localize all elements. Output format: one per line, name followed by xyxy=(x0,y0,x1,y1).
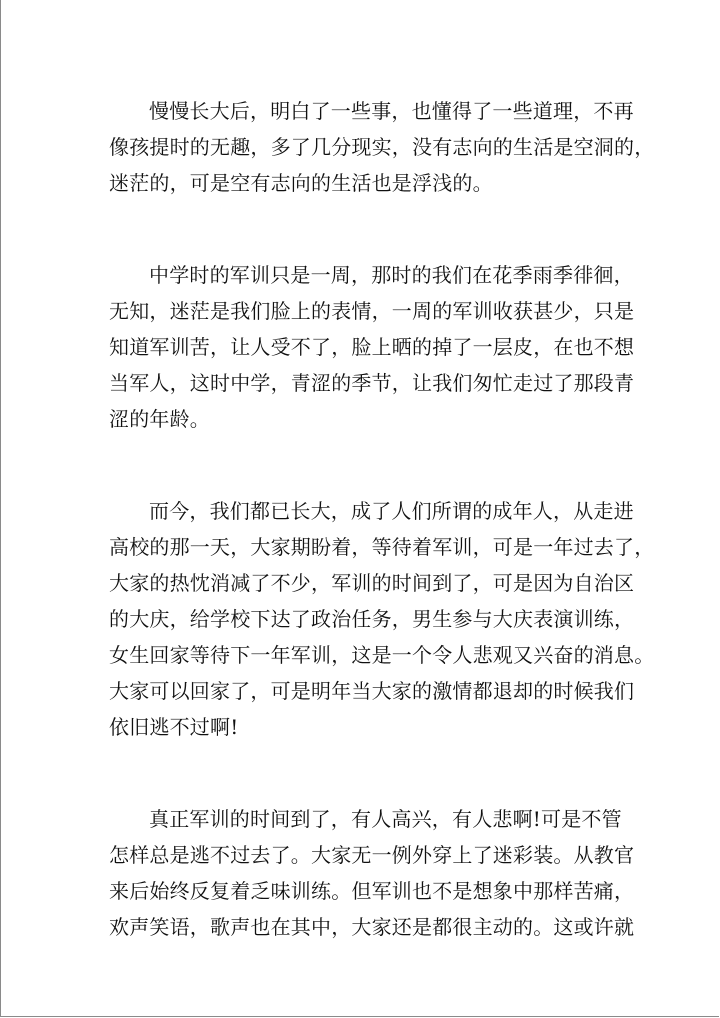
text-line: 无知，迷茫是我们脸上的表情，一周的军训收获甚少，只是 xyxy=(109,299,635,323)
text-line: 高校的那一天，大家期盼着，等待着军训，可是一年过去了， xyxy=(109,535,655,559)
text-line: 女生回家等待下一年军训，这是一个令人悲观又兴奋的消息。 xyxy=(109,643,655,667)
document-body xyxy=(109,93,655,1001)
paragraph-2 xyxy=(109,257,635,437)
text-line: 大家可以回家了，可是明年当大家的激情都退却的时候我们 xyxy=(109,679,635,703)
paragraph-1 xyxy=(109,93,655,201)
text-line: 来后始终反复着乏味训练。但军训也不是想象中那样苦痛， xyxy=(109,879,635,903)
text-line: 慢慢长大后，明白了一些事，也懂得了一些道理，不再 xyxy=(149,99,634,123)
paragraph-3 xyxy=(109,493,655,745)
text-line: 的大庆，给学校下达了政治任务，男生参与大庆表演训练， xyxy=(109,607,635,631)
text-line: 知道军训苦，让人受不了，脸上晒的掉了一层皮，在也不想 xyxy=(109,335,635,359)
text-line: 怎样总是逃不过去了。大家无一例外穿上了迷彩装。从教官 xyxy=(109,843,635,867)
text-line: 涩的年龄。 xyxy=(109,407,210,431)
text-line: 依旧逃不过啊! xyxy=(109,715,239,739)
text-line: 而今，我们都已长大，成了人们所谓的成年人，从走进 xyxy=(149,499,634,523)
text-line: 真正军训的时间到了，有人高兴，有人悲啊!可是不管 xyxy=(149,807,622,831)
text-line: 中学时的军训只是一周，那时的我们在花季雨季徘徊， xyxy=(149,263,634,287)
text-line: 像孩提时的无趣，多了几分现实，没有志向的生活是空洞的， xyxy=(109,135,655,159)
text-line: 当军人，这时中学，青涩的季节，让我们匆忙走过了那段青 xyxy=(109,371,635,395)
text-line: 迷茫的，可是空有志向的生活也是浮浅的。 xyxy=(109,171,493,195)
text-line: 欢声笑语，歌声也在其中，大家还是都很主动的。这或许就 xyxy=(109,915,635,939)
paragraph-4 xyxy=(109,801,635,945)
text-line: 大家的热忱消减了不少，军训的时间到了，可是因为自治区 xyxy=(109,571,635,595)
